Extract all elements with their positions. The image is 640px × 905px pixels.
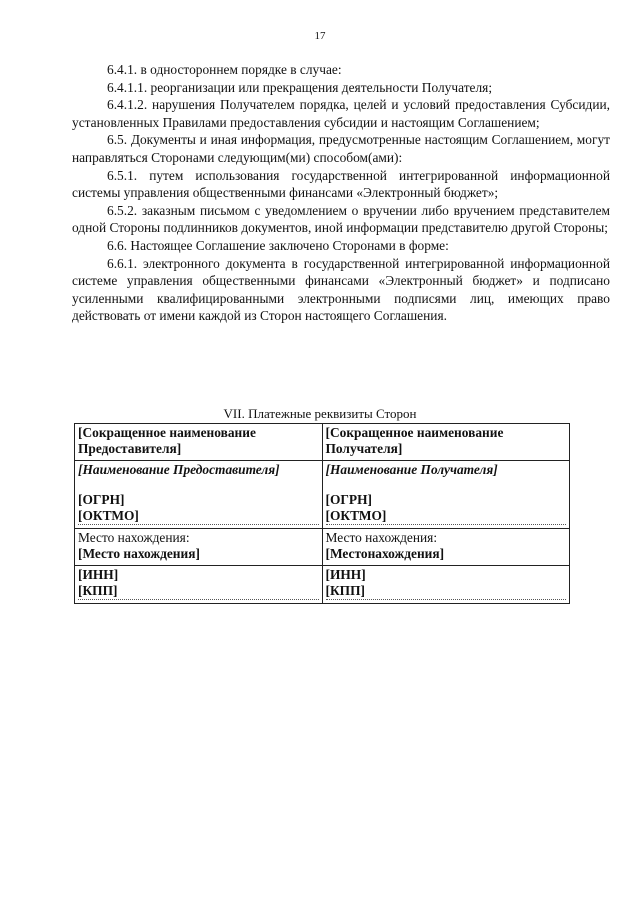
provider-full-name: [Наименование Предоставителя] bbox=[78, 462, 280, 477]
table-row bbox=[75, 461, 570, 529]
provider-tax-cell bbox=[75, 566, 323, 604]
recipient-full-name: [Наименование Получателя] bbox=[325, 462, 498, 477]
table-row bbox=[75, 529, 570, 566]
provider-kpp: [КПП] bbox=[78, 583, 319, 600]
provider-short-name-cell bbox=[75, 424, 323, 461]
paragraph: 6.6.1. электронного документа в государственной интегрированной информационной системе управления общественными финансами «Электронный бюджет» и подписано усиленными квалифицированными электронными подписями лиц, имеющих право действовать от имени каждой из Сторон настоящего Соглашения. bbox=[72, 255, 610, 324]
section-title: VII. Платежные реквизиты Сторон bbox=[223, 406, 417, 421]
recipient-inn: [ИНН] bbox=[325, 567, 366, 582]
recipient-location-label: Место нахождения: bbox=[325, 530, 438, 545]
table-row bbox=[75, 566, 570, 604]
recipient-location-value: [Местонахождения] bbox=[325, 546, 445, 561]
provider-short-name: [Сокращенное наименование Предоставителя] bbox=[78, 425, 256, 456]
body-text bbox=[72, 61, 610, 325]
recipient-short-name: [Сокращенное наименование Получателя] bbox=[325, 425, 504, 456]
provider-location-value: [Место нахождения] bbox=[78, 546, 200, 561]
recipient-ogrn: [ОГРН] bbox=[325, 492, 372, 507]
provider-oktmo: [ОКТМО] bbox=[78, 508, 319, 525]
provider-location-cell bbox=[75, 529, 323, 566]
paragraph: 6.5.1. путем использования государственной интегрированной информационной системы управления общественными финансами «Электронный бюджет»; bbox=[72, 167, 610, 201]
provider-location-label: Место нахождения: bbox=[78, 530, 190, 545]
recipient-oktmo: [ОКТМО] bbox=[326, 508, 567, 525]
paragraph: 6.5.2. заказным письмом с уведомлением о вручении либо вручением представителем одной Стороны подлинников документов, иной информации представителю другой Стороны; bbox=[72, 202, 610, 236]
requisites-table bbox=[74, 423, 570, 604]
recipient-kpp: [КПП] bbox=[326, 583, 567, 600]
recipient-details-cell bbox=[322, 461, 570, 529]
paragraph: 6.4.1.1. реорганизации или прекращения деятельности Получателя; bbox=[107, 79, 493, 95]
recipient-short-name-cell bbox=[322, 424, 570, 461]
page-number: 17 bbox=[314, 30, 326, 42]
recipient-tax-cell bbox=[322, 566, 570, 604]
paragraph: 6.4.1. в одностороннем порядке в случае: bbox=[107, 62, 342, 77]
recipient-location-cell bbox=[322, 529, 570, 566]
provider-ogrn: [ОГРН] bbox=[78, 492, 125, 507]
paragraph: 6.6. Настоящее Соглашение заключено Сторонами в форме: bbox=[107, 237, 449, 253]
provider-details-cell bbox=[75, 461, 323, 529]
paragraph: 6.4.1.2. нарушения Получателем порядка, целей и условий предоставления Субсидии, установленных Правилами предоставления субсидии и настоящим Соглашением; bbox=[72, 97, 610, 130]
paragraph: 6.5. Документы и иная информация, предусмотренные настоящим Соглашением, могут направляться Сторонами следующим(ми) способом(ами): bbox=[72, 132, 610, 165]
table-row bbox=[75, 424, 570, 461]
provider-inn: [ИНН] bbox=[78, 567, 119, 582]
